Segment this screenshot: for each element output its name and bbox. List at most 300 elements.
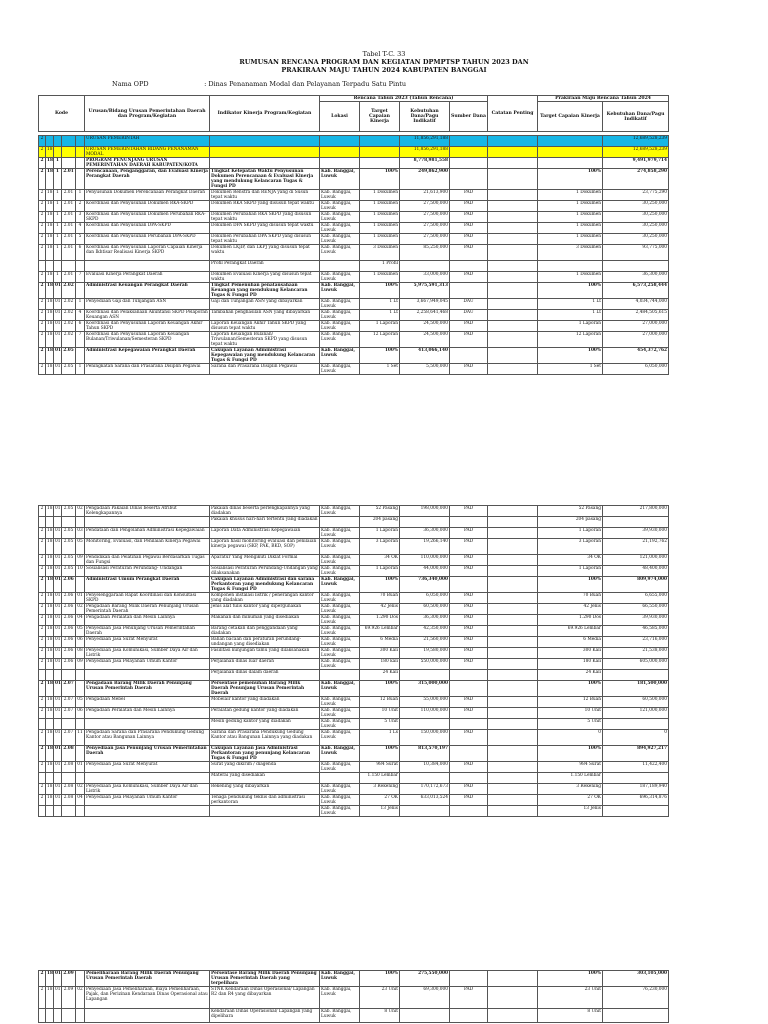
sumber-cell: PAD	[450, 604, 488, 615]
kebutuhan-cell: 27,500,000	[400, 234, 450, 245]
indikator-cell: Dokumen LKjIP, dan LKPJ yang disusun tepat waktu	[210, 245, 320, 261]
table-row	[39, 746, 669, 762]
catatan-cell	[488, 987, 538, 1009]
indikator-cell: Pakaian khusus hari-hari tertentu yang diadakan	[210, 517, 320, 528]
kode-cell: 2	[39, 539, 46, 555]
table-row	[39, 615, 669, 626]
kebutuhan-2024-cell: 23,716,000	[603, 637, 669, 648]
kebutuhan-cell: 44,000,000	[400, 566, 450, 577]
kebutuhan-cell: 413,066,140	[400, 348, 450, 364]
catatan-cell	[488, 719, 538, 730]
table-row	[39, 795, 669, 806]
catatan-cell	[488, 670, 538, 681]
target-2024-cell: 1.150 Lembar	[538, 773, 603, 784]
kode-cell: 2	[39, 348, 46, 364]
target-cell	[360, 158, 400, 169]
sumber-cell	[450, 283, 488, 299]
target-2024-cell: 3 Rekening	[538, 784, 603, 795]
kode-cell: 01	[54, 697, 62, 708]
kebutuhan-cell: 36,300,000	[400, 528, 450, 539]
lokasi-cell: Kab. Banggai, Luwuk	[320, 223, 360, 234]
kode-cell: 2.09	[62, 987, 76, 1009]
table-row	[39, 593, 669, 604]
kebutuhan-cell: 3,667,949,045	[400, 299, 450, 310]
table-row	[39, 506, 669, 517]
lokasi-cell	[320, 773, 360, 784]
urusan-cell: URUSAN PEMERINTAH	[85, 136, 210, 147]
kode-cell: 2	[39, 147, 46, 158]
kebutuhan-2024-cell: 809,974,000	[603, 577, 669, 593]
kode-cell: 2	[39, 212, 46, 223]
kode-cell: 2.01	[62, 223, 76, 234]
urusan-cell: Penyediaan Jasa Pemeliharaan, Biaya Pemeliharaan, Pajak, dan Perizinan Kendaraan Dinas Operasional atau Lapangan	[85, 987, 210, 1009]
kode-cell: 2.07	[62, 708, 76, 719]
kode-cell: 18	[46, 212, 54, 223]
target-2024-cell: 8 Unit	[538, 1009, 603, 1023]
kebutuhan-2024-cell: 121,000,000	[603, 555, 669, 566]
urusan-cell: Pengadaan Peralatan dan Mesin Lainnya	[85, 708, 210, 719]
kode-cell: 2	[39, 272, 46, 283]
table-row	[39, 212, 669, 223]
kode-cell: 2.06	[62, 659, 76, 670]
table-row	[39, 348, 669, 364]
urusan-cell: URUSAN PEMERINTAHAN BIDANG PENANAMAN MODAL	[85, 147, 210, 158]
target-2024-cell: 3 Dokumen	[538, 245, 603, 261]
table-row	[39, 321, 669, 332]
catatan-cell	[488, 1009, 538, 1023]
kebutuhan-cell: 110,000,000	[400, 555, 450, 566]
urusan-cell: Penyediaan Gaji dan Tunjangan ASN	[85, 299, 210, 310]
kode-cell	[76, 670, 85, 681]
catatan-cell	[488, 773, 538, 784]
target-cell: 10 Unit	[360, 708, 400, 719]
catatan-cell	[488, 517, 538, 528]
kode-cell	[76, 169, 85, 190]
table-row	[39, 528, 669, 539]
urusan-cell	[85, 806, 210, 817]
kode-cell: 01	[54, 364, 62, 375]
kode-cell: 4	[76, 223, 85, 234]
table-row	[39, 539, 669, 555]
indikator-cell: Dokumen Evaluasi Kinerja yang disusun tepat waktu	[210, 272, 320, 283]
catatan-cell	[488, 245, 538, 261]
catatan-cell	[488, 212, 538, 223]
kode-cell	[62, 719, 76, 730]
urusan-cell	[85, 773, 210, 784]
catatan-cell	[488, 648, 538, 659]
kode-cell: 18	[46, 283, 54, 299]
indikator-cell: STNK Kendaraan Dinas Operasional/ Lapangan R2 dan R4 yang dibayarkan	[210, 987, 320, 1009]
kode-cell: 18	[46, 708, 54, 719]
kode-cell: 2	[39, 637, 46, 648]
kode-cell	[54, 806, 62, 817]
catatan-cell	[488, 577, 538, 593]
target-2024-cell: 23 Unit	[538, 987, 603, 1009]
kode-cell: 05	[76, 697, 85, 708]
target-cell: 1 Dokumen	[360, 212, 400, 223]
opd-label: Nama OPD	[112, 80, 149, 88]
table-row	[39, 987, 669, 1009]
kode-cell: 4	[76, 310, 85, 321]
lokasi-cell: Kab. Banggai, Luwuk	[320, 637, 360, 648]
target-2024-cell	[538, 261, 603, 272]
target-2024-cell: 100%	[538, 348, 603, 364]
target-2024-cell: 3 Laporan	[538, 539, 603, 555]
target-2024-cell	[538, 147, 603, 158]
table-row	[39, 169, 669, 190]
kode-cell: 2.05	[62, 506, 76, 517]
kebutuhan-cell: 36,300,000	[400, 615, 450, 626]
kode-cell: 2.02	[62, 332, 76, 348]
sumber-cell	[450, 719, 488, 730]
target-cell: 70 Buah	[360, 593, 400, 604]
lokasi-cell: Kab. Banggai, Luwuk	[320, 708, 360, 719]
indikator-cell: Laporan Data Administrasi Kepegawaian	[210, 528, 320, 539]
indikator-cell	[210, 806, 320, 817]
kebutuhan-cell: 24,500,000	[400, 321, 450, 332]
col-sumber: Sumber Dana	[450, 102, 488, 132]
kode-cell: 1	[76, 364, 85, 375]
kode-cell: 2.06	[62, 637, 76, 648]
kebutuhan-cell: 11,856,291,188	[400, 136, 450, 147]
table-row	[39, 190, 669, 201]
kode-cell: 2.02	[62, 283, 76, 299]
indikator-cell: Cakupan Layanan Jasa Administrasi Perkantoran yang penunjang Kelancaran Tugas & Fungsi PD	[210, 746, 320, 762]
table-row	[39, 136, 669, 147]
lokasi-cell: Kab. Banggai, Luwuk	[320, 212, 360, 223]
kode-cell: 1	[54, 272, 62, 283]
kode-cell: 01	[54, 730, 62, 746]
kebutuhan-cell: 19,266,140	[400, 539, 450, 555]
sumber-cell: PAD	[450, 190, 488, 201]
target-cell: 100%	[360, 169, 400, 190]
lokasi-cell: Kab. Banggai, Luwuk	[320, 593, 360, 604]
table-row	[39, 719, 669, 730]
urusan-cell: Pendidikan dan Pelatihan Pegawai Berdasarkan Tugas dan Fungsi	[85, 555, 210, 566]
kode-cell: 2	[39, 697, 46, 708]
table-row	[39, 762, 669, 773]
urusan-cell: Koordinasi dan Penyusunan Perubahan DPA-SKPD	[85, 234, 210, 245]
kode-cell: 01	[54, 746, 62, 762]
kebutuhan-cell: 315,000,000	[400, 681, 450, 697]
kebutuhan-cell: 11,856,291,188	[400, 147, 450, 158]
lokasi-cell: Kab. Banggai, Luwuk	[320, 971, 360, 987]
kode-cell	[76, 806, 85, 817]
kode-cell	[54, 773, 62, 784]
table-row	[39, 784, 669, 795]
kode-cell: 2.08	[62, 762, 76, 773]
indikator-cell: Tenaga pendukung teknis dan administrasi perkantoran	[210, 795, 320, 806]
kode-cell: 2	[39, 762, 46, 773]
lokasi-cell: Kab. Banggai, Luwuk	[320, 697, 360, 708]
lokasi-cell: Kab. Banggai, Luwuk	[320, 169, 360, 190]
kebutuhan-cell	[400, 1009, 450, 1023]
catatan-cell	[488, 169, 538, 190]
lokasi-cell: Kab. Banggai, Luwuk	[320, 762, 360, 773]
kebutuhan-cell: 198,000,000	[400, 506, 450, 517]
indikator-cell: Dokumen Renstra dan RENJA yang di Susun tepat waktu	[210, 190, 320, 201]
program-table-page2	[38, 505, 669, 817]
urusan-cell: Pengadaan Pakaian Dinas beserta Atribut Kelengkapannya	[85, 506, 210, 517]
table-row	[39, 773, 669, 784]
target-2024-cell: 5 Unit	[538, 719, 603, 730]
kode-cell: 01	[54, 283, 62, 299]
kode-cell	[54, 1009, 62, 1023]
target-cell: 300 Kali	[360, 648, 400, 659]
urusan-cell: Koordinasi dan Penyusunan DPA-SKPD	[85, 223, 210, 234]
program-table-page3	[38, 970, 669, 1023]
catatan-cell	[488, 604, 538, 615]
kode-cell: 01	[54, 637, 62, 648]
kode-cell: 2	[39, 234, 46, 245]
sumber-cell	[450, 169, 488, 190]
urusan-cell: Peningkatan Sarana dan Prasarana Disiplin Pegawai	[85, 364, 210, 375]
urusan-cell: Penyelenggaraan Rapat Koordinasi dan Konsultasi SKPD	[85, 593, 210, 604]
sumber-cell: PAD	[450, 659, 488, 670]
kode-cell: 2.01	[62, 190, 76, 201]
indikator-cell: Mesin gedung kantor yang diadakan	[210, 719, 320, 730]
sumber-cell	[450, 261, 488, 272]
target-2024-cell: 6 Media	[538, 637, 603, 648]
kebutuhan-cell: 249,862,900	[400, 169, 450, 190]
indikator-cell	[210, 136, 320, 147]
kode-cell	[62, 158, 76, 169]
table-body-page2	[39, 506, 669, 817]
kode-cell	[62, 261, 76, 272]
catatan-cell	[488, 762, 538, 773]
kebutuhan-cell: 33,000,000	[400, 272, 450, 283]
kode-cell	[54, 261, 62, 272]
kebutuhan-2024-cell: 274,858,290	[603, 169, 669, 190]
sumber-cell: PAD	[450, 364, 488, 375]
sumber-cell: PAD	[450, 555, 488, 566]
kebutuhan-2024-cell: 12,689,528,239	[603, 147, 669, 158]
kebutuhan-cell	[400, 517, 450, 528]
target-2024-cell: 34 OK	[538, 555, 603, 566]
target-2024-cell: 1 Lt	[538, 310, 603, 321]
sumber-cell	[450, 806, 488, 817]
kode-cell: 02	[76, 987, 85, 1009]
kebutuhan-2024-cell: 454,372,762	[603, 348, 669, 364]
target-2024-cell: 100%	[538, 746, 603, 762]
catatan-cell	[488, 566, 538, 577]
lokasi-cell: Kab. Banggai, Luwuk	[320, 245, 360, 261]
kebutuhan-2024-cell: 6,050,000	[603, 364, 669, 375]
indikator-cell: Perjalanan dinas dalam daerah	[210, 670, 320, 681]
kode-cell: 18	[46, 577, 54, 593]
target-2024-cell: 1 Dokumen	[538, 212, 603, 223]
target-cell: 3 Rekening	[360, 784, 400, 795]
indikator-cell: Persentase pemenuhan Barang Milik Daerah Penunjang Urusan Pemerintah Daerah	[210, 681, 320, 697]
lokasi-cell: Kab. Banggai, Luwuk	[320, 555, 360, 566]
urusan-cell: Penyediaan Jasa Pelayanan Umum Kantor	[85, 659, 210, 670]
kode-cell: 18	[46, 332, 54, 348]
sumber-cell: PAD	[450, 626, 488, 637]
target-2024-cell: 100%	[538, 169, 603, 190]
kode-cell: 01	[54, 577, 62, 593]
kode-cell: 18	[46, 158, 54, 169]
kode-cell: 18	[46, 539, 54, 555]
sumber-cell	[450, 147, 488, 158]
kode-cell	[76, 681, 85, 697]
kebutuhan-cell	[400, 670, 450, 681]
target-cell: 1 Lt	[360, 310, 400, 321]
catatan-cell	[488, 147, 538, 158]
kode-cell	[46, 136, 54, 147]
catatan-cell	[488, 234, 538, 245]
kebutuhan-cell: 6,050,000	[400, 593, 450, 604]
kode-cell: 18	[46, 697, 54, 708]
kebutuhan-2024-cell: 21,538,000	[603, 648, 669, 659]
kode-cell: 2.01	[62, 201, 76, 212]
kebutuhan-cell: 27,500,000	[400, 212, 450, 223]
urusan-cell: Administrasi Umum Perangkat Daerah	[85, 577, 210, 593]
kode-cell: 1	[76, 299, 85, 310]
target-2024-cell: 1 Dokumen	[538, 272, 603, 283]
sumber-cell: PAD	[450, 539, 488, 555]
kode-cell	[46, 517, 54, 528]
sumber-cell: PAD	[450, 987, 488, 1009]
col-catatan: Catatan Penting	[488, 96, 538, 132]
table-row	[39, 708, 669, 719]
urusan-cell: Administrasi Kepegawaian Perangkat Daerah	[85, 348, 210, 364]
kebutuhan-cell: 19,580,000	[400, 648, 450, 659]
lokasi-cell: Kab. Banggai, Luwuk	[320, 272, 360, 283]
target-2024-cell: 100%	[538, 971, 603, 987]
kode-cell	[39, 773, 46, 784]
target-cell: 1 Dokumen	[360, 234, 400, 245]
catatan-cell	[488, 730, 538, 746]
kebutuhan-cell: 5,500,000	[400, 364, 450, 375]
indikator-cell: Barang cetakan dan penggandaan yang diadakan	[210, 626, 320, 637]
kode-cell: 01	[54, 681, 62, 697]
kode-cell: 18	[46, 234, 54, 245]
kode-cell: 02	[76, 604, 85, 615]
kode-cell: 18	[46, 681, 54, 697]
kode-cell: 01	[54, 762, 62, 773]
indikator-cell: Rekening yang dibayarkan	[210, 784, 320, 795]
sumber-cell: PAD	[450, 234, 488, 245]
lokasi-cell	[320, 517, 360, 528]
col-rencana-group: Rencana Tahun 2023 (Tahun Rencana)	[320, 96, 488, 102]
col-kode: Kode	[39, 96, 85, 132]
indikator-cell: Komponen instalasi listrik / penerangan kantor yang diadakan	[210, 593, 320, 604]
kebutuhan-cell: 5,975,591,313	[400, 283, 450, 299]
target-cell: 1 Dokumen	[360, 223, 400, 234]
kebutuhan-2024-cell: 2,484,505,615	[603, 310, 669, 321]
kebutuhan-cell	[400, 773, 450, 784]
target-2024-cell: 1 Dokumen	[538, 190, 603, 201]
target-2024-cell	[538, 158, 603, 169]
kebutuhan-2024-cell: 894,927,217	[603, 746, 669, 762]
kode-cell: 18	[46, 190, 54, 201]
lokasi-cell: Kab. Banggai, Luwuk	[320, 539, 360, 555]
catatan-cell	[488, 136, 538, 147]
sumber-cell: PAD	[450, 593, 488, 604]
table-row	[39, 555, 669, 566]
kode-cell: 18	[46, 784, 54, 795]
urusan-cell: Pendataan dan Pengolahan Administrasi Kepegawaian	[85, 528, 210, 539]
kode-cell: 2	[39, 593, 46, 604]
catatan-cell	[488, 348, 538, 364]
kode-cell: 2	[39, 659, 46, 670]
kode-cell: 6	[76, 321, 85, 332]
col-target: Target Capaian Kinerja	[360, 102, 400, 132]
kode-cell	[62, 773, 76, 784]
kode-cell: 01	[54, 615, 62, 626]
urusan-cell: Koordinasi dan Penyusunan Dokumen Perubahan RKA-SKPD	[85, 212, 210, 223]
table-row	[39, 971, 669, 987]
kode-cell: 01	[54, 555, 62, 566]
table-row	[39, 697, 669, 708]
target-cell: 12 Buah	[360, 697, 400, 708]
kode-cell: 2.01	[62, 272, 76, 283]
kode-cell	[76, 158, 85, 169]
sumber-cell	[450, 1009, 488, 1023]
sumber-cell	[450, 158, 488, 169]
kode-cell	[39, 1009, 46, 1023]
catatan-cell	[488, 806, 538, 817]
target-2024-cell: 69.926 Lembar	[538, 626, 603, 637]
kode-cell: 18	[46, 223, 54, 234]
kebutuhan-2024-cell: 12,689,528,239	[603, 136, 669, 147]
sumber-cell	[450, 670, 488, 681]
lokasi-cell	[320, 670, 360, 681]
kebutuhan-2024-cell: 30,250,000	[603, 212, 669, 223]
table-row	[39, 272, 669, 283]
kode-cell: 18	[46, 201, 54, 212]
kode-cell: 05	[76, 626, 85, 637]
target-cell: 1 Set	[360, 364, 400, 375]
target-2024-cell: 300 Kali	[538, 648, 603, 659]
lokasi-cell: Kab. Banggai, Luwuk	[320, 659, 360, 670]
kebutuhan-cell: 2,258,641,468	[400, 310, 450, 321]
kode-cell: 18	[46, 762, 54, 773]
kode-cell: 18	[46, 555, 54, 566]
indikator-cell: Perjalanan dinas luar daerah	[210, 659, 320, 670]
kebutuhan-2024-cell: 696,314,876	[603, 795, 669, 806]
kode-cell: 1	[54, 234, 62, 245]
indikator-cell: Sosialisasi Peraturan Perundang-Undangan yang dilaksanakan	[211, 566, 318, 576]
table-row	[39, 577, 669, 593]
kebutuhan-2024-cell: 27,000,000	[603, 332, 669, 348]
kode-cell: 18	[46, 987, 54, 1009]
catatan-cell	[488, 681, 538, 697]
target-cell: 42 Jenis	[360, 604, 400, 615]
catatan-cell	[488, 223, 538, 234]
urusan-cell: Evaluasi Kinerja Perangkat Daerah	[85, 272, 210, 283]
table-row	[39, 637, 669, 648]
kode-cell: 2.05	[62, 539, 76, 555]
target-2024-cell: 27 OK	[538, 795, 603, 806]
kode-cell: 01	[54, 626, 62, 637]
kode-cell: 1	[54, 169, 62, 190]
kode-cell: 2.08	[62, 746, 76, 762]
kebutuhan-cell: 110,000,000	[400, 708, 450, 719]
lokasi-cell: Kab. Banggai, Luwuk	[320, 234, 360, 245]
sumber-cell: PAD	[450, 506, 488, 517]
lokasi-cell	[320, 261, 360, 272]
lokasi-cell: Kab. Banggai, Luwuk	[320, 190, 360, 201]
col-indikator: Indikator Kinerja Program/Kegiatan	[210, 96, 320, 132]
kode-cell: 2	[39, 283, 46, 299]
col-lokasi: Lokasi	[320, 102, 360, 132]
urusan-cell: Sosialisasi Peraturan Perundang- Undangan	[85, 566, 210, 577]
urusan-cell: PROGRAM PENUNJANG URUSAN PEMERINTAHAN DAERAH KABUPATEN/KOTA	[85, 158, 210, 169]
catatan-cell	[488, 615, 538, 626]
kode-cell: 04	[76, 795, 85, 806]
table-row	[39, 730, 669, 746]
